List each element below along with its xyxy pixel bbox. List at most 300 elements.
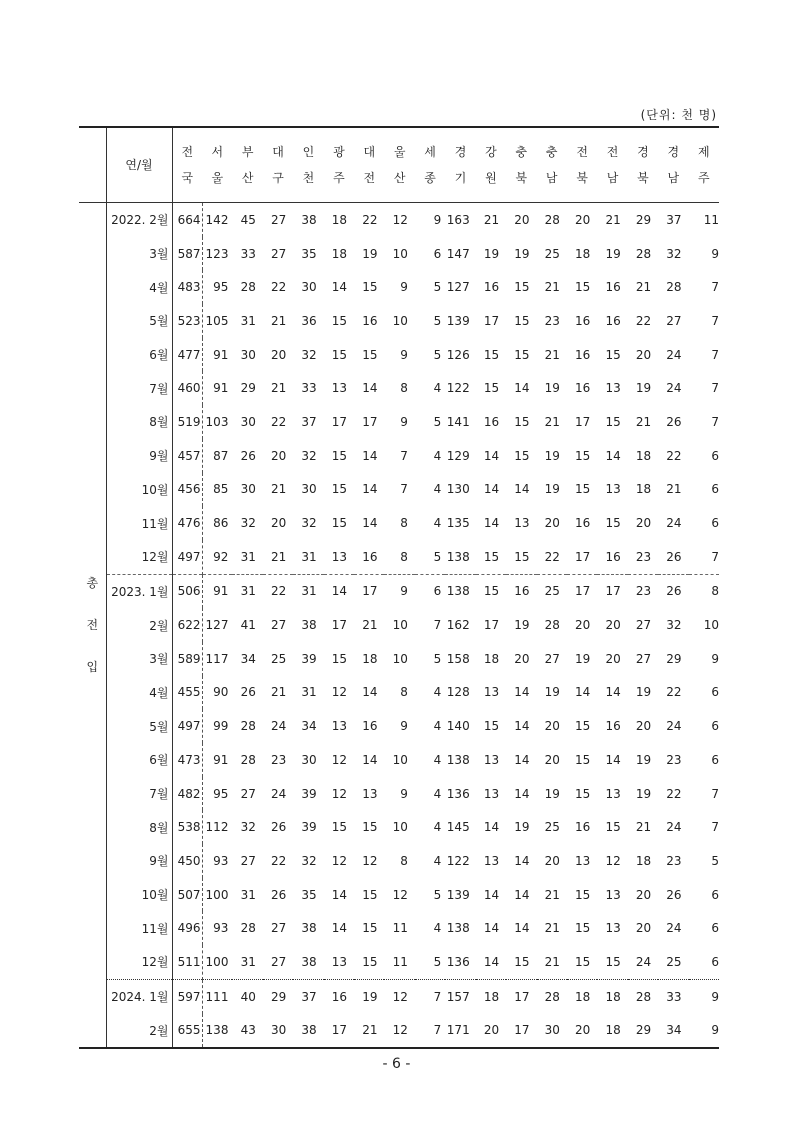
region-value-cell: 14 <box>605 448 621 463</box>
region-value-cell: 20 <box>483 1023 500 1038</box>
national-value-cell: 589 <box>172 642 202 676</box>
region-column-header <box>293 127 323 203</box>
region-value-cell: 40 <box>232 979 262 1013</box>
region-value-cell: 7 <box>711 786 719 801</box>
region-value-cell: 11 <box>703 212 719 227</box>
region-value-cell: 21 <box>635 414 652 429</box>
month-column-header: 연/월 <box>106 127 172 203</box>
region-value-cell: 15 <box>362 280 378 295</box>
region-value-cell: 21 <box>605 212 621 227</box>
region-value-cell: 18 <box>362 651 378 666</box>
region-value-cell: 15 <box>514 280 530 295</box>
region-value-cell: 14 <box>331 280 348 295</box>
region-value-cell: 24 <box>635 954 652 969</box>
table-row <box>79 676 719 710</box>
national-column-header <box>172 127 202 203</box>
region-value-cell: 38 <box>301 954 317 969</box>
region-value-cell: 6 <box>711 954 719 969</box>
region-value-cell: 139 <box>446 887 470 902</box>
table-row <box>79 945 719 979</box>
region-value-cell: 34 <box>301 719 317 734</box>
region-value-cell: 12 <box>392 887 408 902</box>
region-value-cell: 27 <box>666 313 682 328</box>
region-header-char: 세 <box>424 145 436 159</box>
region-value-cell: 4 <box>433 381 442 396</box>
region-value-cell: 6 <box>711 887 719 902</box>
table-row <box>79 304 719 338</box>
table-row <box>79 439 719 473</box>
region-value-cell: 9 <box>711 246 719 261</box>
region-value-cell: 9 <box>400 280 408 295</box>
region-value-cell: 26 <box>270 820 287 835</box>
region-value-cell: 15 <box>483 549 500 564</box>
region-value-cell: 16 <box>483 414 500 429</box>
region-value-cell: 12 <box>605 853 621 868</box>
region-value-cell: 99 <box>202 709 232 743</box>
region-value-cell: 22 <box>666 786 682 801</box>
region-value-cell: 26 <box>240 448 256 463</box>
region-value-cell: 30 <box>544 1023 560 1038</box>
national-value-cell: 450 <box>172 844 202 878</box>
region-value-cell: 123 <box>202 237 232 271</box>
region-header-char: 국 <box>181 171 194 185</box>
region-value-cell: 16 <box>605 549 621 564</box>
region-value-cell: 10 <box>392 246 408 261</box>
region-value-cell: 13 <box>331 549 348 564</box>
region-value-cell: 20 <box>270 347 287 362</box>
region-value-cell: 140 <box>446 719 470 734</box>
region-value-cell: 21 <box>270 482 287 497</box>
region-value-cell: 14 <box>483 820 500 835</box>
region-value-cell: 5 <box>433 651 442 666</box>
region-value-cell: 32 <box>240 516 256 531</box>
region-value-cell: 14 <box>605 685 621 700</box>
table-row <box>79 979 719 1013</box>
region-value-cell: 34 <box>240 651 256 666</box>
table-row <box>79 1014 719 1049</box>
region-value-cell: 34 <box>666 1023 682 1038</box>
region-value-cell: 20 <box>575 618 591 633</box>
region-value-cell: 9 <box>400 786 408 801</box>
unit-label: (단위: 천 명) <box>640 108 717 122</box>
table-row <box>79 608 719 642</box>
region-value-cell: 7 <box>433 618 442 633</box>
region-value-cell: 14 <box>331 887 348 902</box>
region-header-char: 경 <box>454 145 467 159</box>
month-cell: 2024. 1월 <box>106 979 172 1013</box>
month-cell: 3월 <box>106 642 172 676</box>
region-value-cell: 14 <box>483 887 500 902</box>
region-value-cell: 22 <box>362 212 378 227</box>
region-value-cell: 20 <box>635 516 652 531</box>
region-value-cell: 21 <box>544 921 560 936</box>
region-value-cell: 14 <box>362 448 378 463</box>
region-value-cell: 19 <box>514 820 530 835</box>
region-header-char: 경 <box>637 145 649 159</box>
region-value-cell: 22 <box>666 448 682 463</box>
region-value-cell: 17 <box>567 574 597 608</box>
region-value-cell: 21 <box>362 618 378 633</box>
region-value-cell: 31 <box>240 954 256 969</box>
region-value-cell: 15 <box>331 651 348 666</box>
region-value-cell: 20 <box>514 651 530 666</box>
region-value-cell: 45 <box>240 212 256 227</box>
region-value-cell: 14 <box>324 574 354 608</box>
region-value-cell: 17 <box>362 414 378 429</box>
region-value-cell: 127 <box>202 608 232 642</box>
region-value-cell: 16 <box>575 381 591 396</box>
table-row <box>79 371 719 405</box>
region-value-cell: 19 <box>605 246 621 261</box>
region-value-cell: 20 <box>575 212 591 227</box>
table-body <box>79 203 719 1049</box>
region-value-cell: 38 <box>301 921 317 936</box>
region-value-cell: 126 <box>446 347 470 362</box>
region-header-char: 북 <box>515 171 528 185</box>
region-value-cell: 5 <box>433 549 442 564</box>
region-value-cell: 16 <box>362 719 378 734</box>
region-value-cell: 92 <box>202 540 232 574</box>
region-value-cell: 28 <box>628 979 658 1013</box>
region-value-cell: 9 <box>711 651 719 666</box>
region-value-cell: 19 <box>635 685 652 700</box>
region-value-cell: 8 <box>400 549 408 564</box>
national-value-cell: 482 <box>172 777 202 811</box>
region-value-cell: 16 <box>575 820 591 835</box>
region-column-header <box>658 127 688 203</box>
page-number: - 6 - <box>382 1056 411 1072</box>
region-value-cell: 16 <box>605 313 621 328</box>
table-row <box>79 743 719 777</box>
national-value-cell: 497 <box>172 540 202 574</box>
table-row <box>79 911 719 945</box>
region-value-cell: 38 <box>301 212 317 227</box>
month-cell: 2023. 1월 <box>106 574 172 608</box>
migration-table <box>79 126 719 1049</box>
region-value-cell: 32 <box>301 853 317 868</box>
national-value-cell: 476 <box>172 506 202 540</box>
region-value-cell: 39 <box>301 786 317 801</box>
region-header-char: 남 <box>545 171 558 185</box>
region-value-cell: 13 <box>575 853 591 868</box>
region-header-char: 원 <box>485 171 497 185</box>
region-value-cell: 14 <box>514 482 530 497</box>
region-header-char: 남 <box>606 171 619 185</box>
region-value-cell: 17 <box>331 618 348 633</box>
region-value-cell: 15 <box>605 347 621 362</box>
month-cell: 11월 <box>106 911 172 945</box>
month-cell: 5월 <box>106 709 172 743</box>
region-value-cell: 30 <box>301 482 317 497</box>
region-value-cell: 15 <box>362 921 378 936</box>
region-value-cell: 29 <box>263 979 293 1013</box>
region-value-cell: 26 <box>666 549 682 564</box>
region-value-cell: 8 <box>400 516 408 531</box>
region-value-cell: 16 <box>362 313 378 328</box>
region-value-cell: 14 <box>514 719 530 734</box>
region-value-cell: 91 <box>202 574 232 608</box>
region-value-cell: 5 <box>433 954 442 969</box>
region-value-cell: 15 <box>514 347 530 362</box>
region-column-header <box>537 127 567 203</box>
region-value-cell: 14 <box>575 685 591 700</box>
region-value-cell: 18 <box>597 979 627 1013</box>
region-value-cell: 4 <box>433 482 442 497</box>
region-value-cell: 28 <box>544 618 560 633</box>
region-value-cell: 14 <box>483 954 500 969</box>
region-value-cell: 28 <box>666 280 682 295</box>
region-value-cell: 8 <box>400 853 408 868</box>
table-row <box>79 338 719 372</box>
region-value-cell: 95 <box>202 270 232 304</box>
region-value-cell: 8 <box>689 574 719 608</box>
region-column-header <box>476 127 506 203</box>
region-value-cell: 13 <box>605 887 621 902</box>
region-value-cell: 15 <box>514 448 530 463</box>
region-value-cell: 7 <box>711 313 719 328</box>
region-value-cell: 31 <box>240 549 256 564</box>
region-value-cell: 28 <box>240 921 256 936</box>
table-header-row <box>79 127 719 203</box>
region-value-cell: 138 <box>445 574 475 608</box>
region-header-char: 인 <box>302 145 315 159</box>
region-value-cell: 130 <box>446 482 470 497</box>
region-value-cell: 13 <box>362 786 378 801</box>
region-value-cell: 23 <box>635 549 652 564</box>
region-value-cell: 9 <box>711 1023 719 1038</box>
region-value-cell: 13 <box>331 954 348 969</box>
region-value-cell: 91 <box>202 743 232 777</box>
region-value-cell: 127 <box>446 280 470 295</box>
region-value-cell: 6 <box>711 752 719 767</box>
region-value-cell: 31 <box>232 574 262 608</box>
region-value-cell: 21 <box>544 347 560 362</box>
region-value-cell: 27 <box>270 212 287 227</box>
region-value-cell: 13 <box>331 381 348 396</box>
region-header-char: 북 <box>576 171 588 185</box>
region-value-cell: 16 <box>575 347 591 362</box>
region-value-cell: 147 <box>446 246 470 261</box>
region-value-cell: 30 <box>301 280 317 295</box>
region-value-cell: 29 <box>666 651 682 666</box>
region-value-cell: 20 <box>635 887 652 902</box>
region-value-cell: 12 <box>331 752 348 767</box>
region-value-cell: 21 <box>544 887 560 902</box>
region-value-cell: 25 <box>666 954 682 969</box>
region-value-cell: 15 <box>605 820 621 835</box>
month-cell: 12월 <box>106 540 172 574</box>
region-value-cell: 24 <box>666 719 682 734</box>
region-column-header <box>202 127 232 203</box>
table-row <box>79 405 719 439</box>
national-value-cell: 655 <box>172 1014 202 1049</box>
region-value-cell: 162 <box>446 618 470 633</box>
region-value-cell: 27 <box>270 618 287 633</box>
region-value-cell: 30 <box>240 414 256 429</box>
region-value-cell: 35 <box>301 246 317 261</box>
region-value-cell: 27 <box>270 246 287 261</box>
region-value-cell: 26 <box>666 414 682 429</box>
region-value-cell: 15 <box>575 448 591 463</box>
region-value-cell: 15 <box>575 954 591 969</box>
region-value-cell: 23 <box>544 313 560 328</box>
region-value-cell: 10 <box>392 313 408 328</box>
region-value-cell: 21 <box>270 381 287 396</box>
region-header-char: 제 <box>697 145 710 159</box>
region-value-cell: 158 <box>446 651 470 666</box>
region-value-cell: 10 <box>392 618 408 633</box>
region-value-cell: 10 <box>703 618 719 633</box>
region-header-char: 대 <box>363 145 376 159</box>
region-value-cell: 21 <box>666 482 682 497</box>
region-value-cell: 30 <box>301 752 317 767</box>
region-value-cell: 117 <box>202 642 232 676</box>
region-value-cell: 23 <box>628 574 658 608</box>
region-value-cell: 16 <box>605 719 621 734</box>
month-cell: 11월 <box>106 506 172 540</box>
region-value-cell: 7 <box>711 280 719 295</box>
region-value-cell: 9 <box>384 574 414 608</box>
table-row <box>79 878 719 912</box>
region-value-cell: 5 <box>433 280 442 295</box>
region-value-cell: 16 <box>362 549 378 564</box>
region-value-cell: 122 <box>446 381 470 396</box>
region-value-cell: 32 <box>666 246 682 261</box>
region-value-cell: 43 <box>240 1023 256 1038</box>
region-value-cell: 17 <box>331 414 348 429</box>
region-value-cell: 14 <box>362 482 378 497</box>
region-value-cell: 39 <box>301 820 317 835</box>
region-value-cell: 16 <box>575 313 591 328</box>
region-header-char: 대 <box>272 145 284 159</box>
region-value-cell: 21 <box>544 414 560 429</box>
region-value-cell: 24 <box>270 719 287 734</box>
region-value-cell: 4 <box>433 853 442 868</box>
region-value-cell: 142 <box>202 203 232 237</box>
month-cell: 5월 <box>106 304 172 338</box>
national-value-cell: 455 <box>172 676 202 710</box>
region-value-cell: 15 <box>362 887 378 902</box>
region-value-cell: 25 <box>544 246 560 261</box>
month-cell: 8월 <box>106 810 172 844</box>
region-value-cell: 22 <box>544 549 560 564</box>
region-value-cell: 33 <box>658 979 688 1013</box>
region-value-cell: 95 <box>202 777 232 811</box>
region-value-cell: 21 <box>635 820 652 835</box>
region-value-cell: 12 <box>331 786 348 801</box>
region-value-cell: 14 <box>362 752 378 767</box>
region-value-cell: 17 <box>575 549 591 564</box>
region-value-cell: 4 <box>433 921 442 936</box>
region-value-cell: 20 <box>544 853 560 868</box>
region-value-cell: 21 <box>270 685 287 700</box>
region-value-cell: 20 <box>270 516 287 531</box>
region-value-cell: 35 <box>301 887 317 902</box>
region-value-cell: 8 <box>400 685 408 700</box>
region-value-cell: 26 <box>658 574 688 608</box>
region-value-cell: 7 <box>433 1023 442 1038</box>
region-value-cell: 19 <box>635 381 652 396</box>
region-value-cell: 141 <box>446 414 470 429</box>
month-cell: 4월 <box>106 270 172 304</box>
table-row <box>79 777 719 811</box>
national-value-cell: 457 <box>172 439 202 473</box>
region-value-cell: 9 <box>689 979 719 1013</box>
region-value-cell: 9 <box>400 414 408 429</box>
national-value-cell: 473 <box>172 743 202 777</box>
region-value-cell: 6 <box>711 516 719 531</box>
national-value-cell: 511 <box>172 945 202 979</box>
region-value-cell: 20 <box>635 719 652 734</box>
region-value-cell: 14 <box>483 448 500 463</box>
region-value-cell: 91 <box>202 338 232 372</box>
region-value-cell: 17 <box>331 1023 348 1038</box>
region-value-cell: 14 <box>514 786 530 801</box>
region-value-cell: 85 <box>202 473 232 507</box>
region-header-char: 주 <box>697 171 710 185</box>
national-value-cell: 597 <box>172 979 202 1013</box>
region-value-cell: 27 <box>544 651 560 666</box>
region-value-cell: 91 <box>202 371 232 405</box>
region-header-char: 충 <box>515 145 528 159</box>
region-value-cell: 16 <box>483 280 500 295</box>
region-value-cell: 14 <box>362 381 378 396</box>
region-value-cell: 36 <box>301 313 317 328</box>
region-column-header <box>232 127 262 203</box>
region-value-cell: 22 <box>635 313 652 328</box>
region-value-cell: 8 <box>400 381 408 396</box>
national-value-cell: 497 <box>172 709 202 743</box>
region-value-cell: 15 <box>514 414 530 429</box>
national-value-cell: 456 <box>172 473 202 507</box>
region-value-cell: 12 <box>392 212 408 227</box>
month-cell: 2022. 2월 <box>106 203 172 237</box>
region-value-cell: 136 <box>446 786 470 801</box>
region-column-header <box>567 127 597 203</box>
national-value-cell: 483 <box>172 270 202 304</box>
region-value-cell: 14 <box>514 853 530 868</box>
region-value-cell: 15 <box>575 786 591 801</box>
region-value-cell: 5 <box>433 414 442 429</box>
region-column-header <box>415 127 445 203</box>
region-value-cell: 138 <box>446 549 470 564</box>
region-value-cell: 19 <box>575 651 591 666</box>
region-value-cell: 21 <box>544 954 560 969</box>
region-value-cell: 86 <box>202 506 232 540</box>
region-value-cell: 30 <box>240 347 256 362</box>
region-value-cell: 15 <box>483 347 500 362</box>
region-value-cell: 18 <box>331 212 348 227</box>
region-value-cell: 14 <box>605 752 621 767</box>
table-row <box>79 810 719 844</box>
region-value-cell: 7 <box>711 414 719 429</box>
row-group-label-char: 전 <box>86 618 99 633</box>
region-value-cell: 17 <box>483 618 500 633</box>
region-value-cell: 7 <box>400 482 408 497</box>
region-value-cell: 22 <box>270 414 287 429</box>
region-value-cell: 4 <box>433 752 442 767</box>
region-value-cell: 7 <box>711 549 719 564</box>
region-value-cell: 22 <box>263 574 293 608</box>
region-value-cell: 7 <box>415 979 445 1013</box>
region-value-cell: 111 <box>202 979 232 1013</box>
region-value-cell: 37 <box>293 979 323 1013</box>
region-value-cell: 171 <box>446 1023 470 1038</box>
row-group-label-char: 총 <box>86 576 99 591</box>
region-value-cell: 19 <box>514 618 530 633</box>
region-value-cell: 10 <box>392 752 408 767</box>
region-value-cell: 30 <box>240 482 256 497</box>
